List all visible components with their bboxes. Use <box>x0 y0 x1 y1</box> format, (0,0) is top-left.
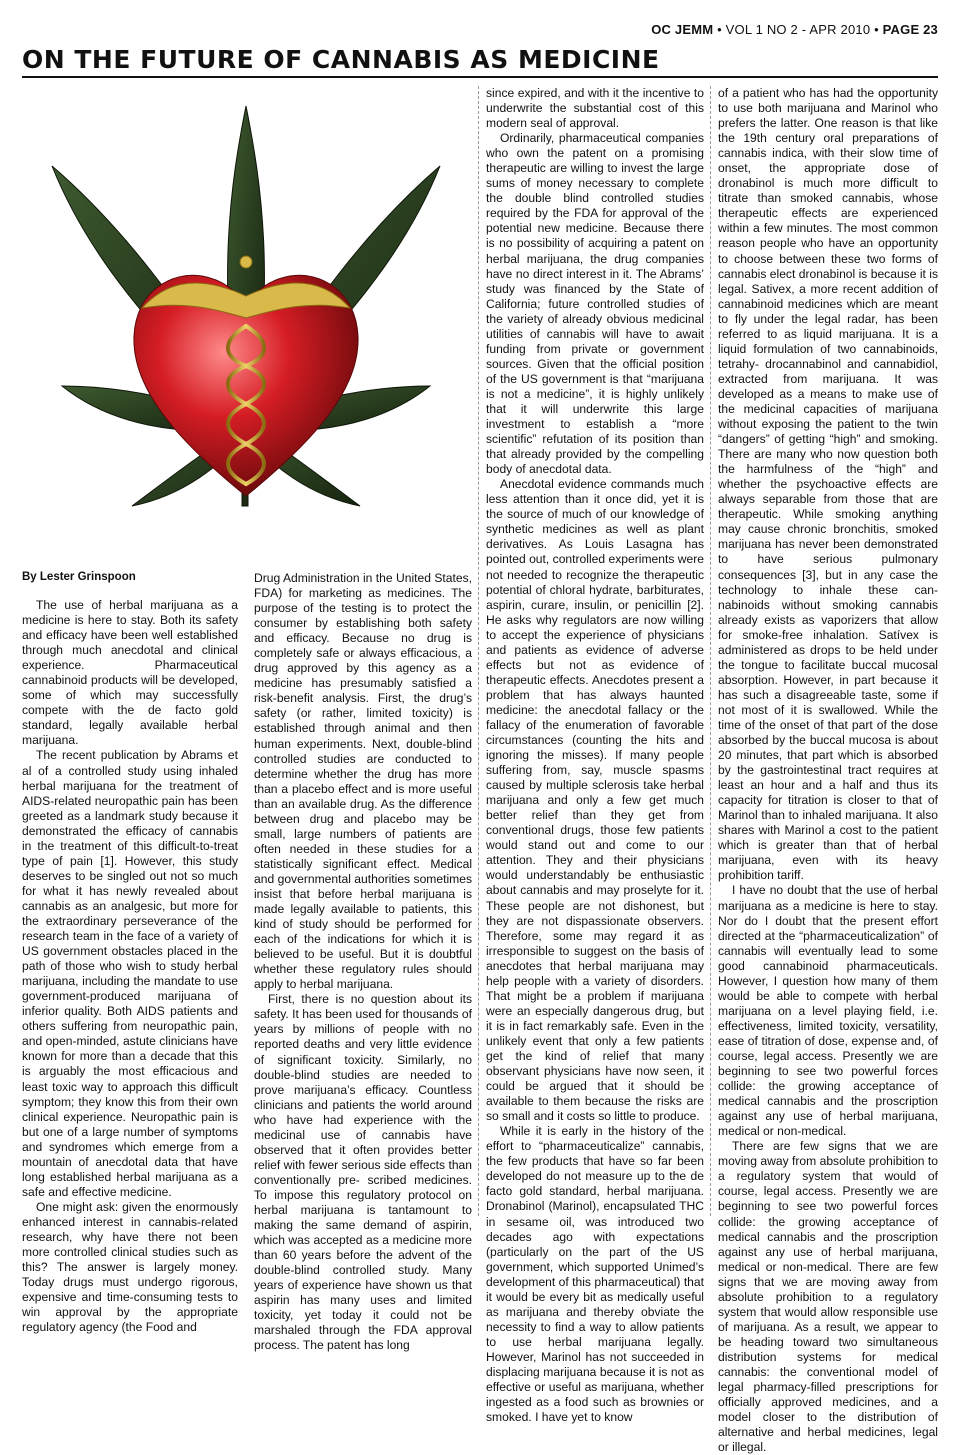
paragraph: since expired, and with it the incentive to underwrite the substantial cost of this modern seal of approval. <box>486 86 704 131</box>
paragraph: I have no doubt that the use of herbal marijuana as a medicine is here to stay. Nor do I doubt that the present effort directed at the “pharmaceuticalization” of cannabis will eventually lead to some good cannabinoid pharmaceuticals. However, I question how many of them would be able to compete with herbal marijuana on a level playing field, i.e. effectiveness, limited toxicity, versatility, ease of titration of dose, expense and, of course, legal access. Presently we are beginning to see two powerful forces collide: the growing acceptance of medical cannabis and the proscription against any use of herbal marijuana, medical or non-medical. <box>718 883 938 1139</box>
paragraph: While it is early in the history of the effort to “pharmaceuticalize” cannabis, the few products that have so far been developed do not measure up to the de facto gold standard, herbal marijuana. Dronabinol (Marinol), encapsulated THC in sesame oil, was introduced two decades ago with expectations (particularly on the part of the US government, which supported Unimed’s development of this pharmaceutical) that it would be every bit as medically useful as marijuana and thereby obviate the necessity to find a way to allow patients to use herbal marijuana legally. However, Marinol has not succeeded in displacing marijuana because it is not as effective or useful as marijuana, whether ingested as a food such as brownies or smoked. I have yet to know <box>486 1124 704 1425</box>
text-column-3 <box>486 86 704 1425</box>
title-rule <box>22 76 938 78</box>
journal-name: OC JEMM <box>651 22 714 37</box>
cannabis-heart-caduceus-illustration <box>22 86 470 556</box>
paragraph: Anecdotal evidence commands much less attention than it once did, yet it is the source of much of our knowledge of synthetic medicines as well as plant derivatives. As Louis Lasagna has pointed out, controlled experiments were not needed to recognize the therapeutic potential of chloral hydrate, barbiturates, aspirin, curare, insulin, or penicillin [2]. He asks why regulators are now willing to accept the experience of physicians and patients as evidence of adverse effects but not as evidence of therapeutic effects. Anecdotes present a problem that has always haunted medicine: the anecdotal fallacy or the fallacy of the enumeration of favorable circumstances (counting the hits and ignoring the misses). If many people suffering from, say, muscle spasms caused by multiple sclerosis take herbal marijuana and only a few get much better relief than they get from conventional drugs, those few patients would stand out and come to our attention. They and their physicians would understandably be enthusiastic about cannabis and may proselyte for it. These people are not dishonest, but they are not dispassionate observers. Therefore, some may regard it as irresponsible to suggest on the basis of anecdotes that herbal marijuana may help people with a variety of disorders. That might be a problem if marijuana were an especially dangerous drug, but it is in fact remarkably safe. Even in the unlikely event that only a few patients get the kind of relief that many observant physicians have now seen, it could be argued that it should be available to them because the risks are so small and it costs so little to produce. <box>486 477 704 1124</box>
column-divider <box>478 86 479 1216</box>
paragraph: One might ask: given the enormously enhanced interest in cannabis-related research, why have there not been more controlled clinical studies such as this? The answer is largely money. Today drugs must undergo rigorous, expensive and time-consuming tests to win approval by the appropriate regulatory agency (the Food and <box>22 1199 238 1335</box>
column-divider <box>710 86 711 1216</box>
issue-info: • VOL 1 NO 2 - APR 2010 • <box>717 22 879 37</box>
paragraph: There are few signs that we are moving away from absolute prohibition to a regulatory system that would of course, legal access. Presently we are beginning to see two powerful forces collide: the growing acceptance of medical cannabis and the proscription against any use of herbal marijuana, medical or non-medical. There are few signs that we are moving away from absolute prohibition to a regulatory system that would allow responsible use of marijuana. As a result, we appear to be heading toward two simultaneous distribution systems for medical cannabis: the conventional model of legal pharmacy-filled prescriptions for officially approved medicines, and a model closer to the distribution of alternative and herbal medicines, legal or illegal. <box>718 1139 938 1455</box>
text-column-4 <box>718 86 938 1455</box>
text-column-1 <box>22 598 238 1335</box>
paragraph: The recent publication by Abrams et al of a controlled study using inhaled herbal marijuana for the treatment of AIDS-related neuropathic pain has been greeted as a landmark study because it demonstrated the efficacy of cannabis in the treatment of this difficult-to-treat type of pain [1]. However, this study deserves to be singled out not so much for what it has newly revealed about cannabis as an analgesic, but more for the extraordinary perseverance of the research team in the face of a variety of US government obstacles placed in the path of those who wish to study herbal marijuana, including the mandate to use government-produced marijuana of inferior quality. Both AIDS patients and others suffering from neuropathic pain, and open-minded, astute clinicians have known for more than a decade that this is arguably the most efficacious and least toxic way to approach this difficult symptom; they know this from their own clinical experience. Neuropathic pain is but one of a large number of symptoms and syndromes which emerge from a mountain of anecdotal data that have long established herbal marijuana as a safe and effective medicine. <box>22 748 238 1199</box>
paragraph: Drug Administration in the United States, FDA) for marketing as medicines. The purpose of the testing is to protect the consumer by establishing both safety and efficacy. Because no drug is completely safe or always efficacious, a drug approved by this agency as a medicine has presumably satisfied a risk-benefit analysis. First, the drug’s safety (or rather, limited toxicity) is established through animal and then human experiments. Next, double-blind controlled studies are conducted to determine whether the drug has more than a placebo effect and is more useful than an available drug. As the difference between drug and placebo may be small, large numbers of patients are often needed in these studies for a statistically significant effect. Medical and governmental authorities sometimes insist that before herbal marijuana is made legally available to patients, this kind of study should be performed for each of the indications for which it is believed to be useful. But it is doubtful whether these regulatory rules should apply to herbal marijuana. <box>254 571 472 992</box>
text-column-2 <box>254 571 472 1353</box>
page-number: PAGE 23 <box>882 22 938 37</box>
page-header <box>651 22 938 37</box>
paragraph: Ordinarily, pharmaceutical companies who own the patent on a promising therapeutic are willing to invest the large sums of money necessary to complete the double blind controlled studies required by the FDA for approval of the potential new medicine. Because there is no possibility of acquiring a patent on herbal marijuana, the drug companies have no direct interest in it. The Abrams’ study was financed by the State of California; future controlled studies of the variety of already obvious medicinal utilities of cannabis will have to await funding from private or government sources. Given that the official position of the US government is that “marijuana is not a medicine”, it is highly unlikely that it will underwrite this large investment to establish a “more scientific” refutation of its position than that already provided by the compelling body of anecdotal data. <box>486 131 704 477</box>
paragraph: of a patient who has had the opportunity to use both marijuana and Marinol who prefers the latter. One reason is that like the 19th century oral preparations of cannabis indica, with their slow time of onset, the appropriate dose of dronabinol is much more difficult to titrate than smoked cannabis, whose therapeutic effects are experienced within a few minutes. The most common reason people who have an opportunity to choose between these two forms of cannabis elect dronabinol is because it is legal. Sativex, a more recent addition of cannabinoid medicines which are meant to fly under the legal radar, has been referred to as liquid marijuana. It is a liquid formulation of two cannabinoids, tetrahy- drocannabinol and cannabidiol, extracted from marijuana. It was developed as a means to make use of the medicinal capacities of marijuana without exposing the patient to the twin “dangers” of getting “high” and smoking. There are many who now question both the harmfulness of the “high” and whether the psychoactive effects are always separable from those that are therapeutic. While smoking anything may cause chronic bronchitis, smoked marijuana has never been demonstrated to have serious pulmonary consequences [3], but in any case the technology to inhale these can- nabinoids without smoking cannabis already exists as vaporizers that allow for smoke-free inhalation. Satívex is administered as drops to be held under the tongue to facilitate buccal mucosal absorption. However, in part because it has such a disagreeable taste, some if not most of it is swallowed. While the time of the onset of that part of the dose absorbed by the buccal mucosa is about 20 minutes, that part which is absorbed by the gastrointestinal tract requires at least an hour and a half and thus its capacity for titration is closer to that of Marinol than to inhaled marijuana. It also shares with Marinol a cost to the patient which is greater than that of herbal marijuana, even with its heavy prohibition tariff. <box>718 86 938 883</box>
article-title: ON THE FUTURE OF CANNABIS AS MEDICINE <box>22 45 660 74</box>
byline: By Lester Grinspoon <box>22 571 136 583</box>
paragraph: First, there is no question about its safety. It has been used for thousands of years by millions of people with no reported deaths and very little evidence of significant toxicity. Similarly, no double-blind studies are needed to prove marijuana’s efficacy. Countless clinicians and patients the world around who have had experience with the medicinal use of cannabis have observed that it often provides better relief with fewer serious side effects than conventionally pre- scribed medicines. To impose this regulatory protocol on herbal marijuana is tantamount to making the same demand of aspirin, which was accepted as a medicine more than 60 years before the advent of the double-blind controlled study. Many years of experience have shown us that aspirin has many uses and limited toxicity, yet today it could not be marshaled through the FDA approval process. The patent has long <box>254 992 472 1353</box>
paragraph: The use of herbal marijuana as a medicine is here to stay. Both its safety and efficacy have been well established through much anecdotal and clinical experience. Pharmaceutical cannabinoid products will be developed, some of which may successfully compete with the de facto gold standard, legally available herbal marijuana. <box>22 598 238 748</box>
